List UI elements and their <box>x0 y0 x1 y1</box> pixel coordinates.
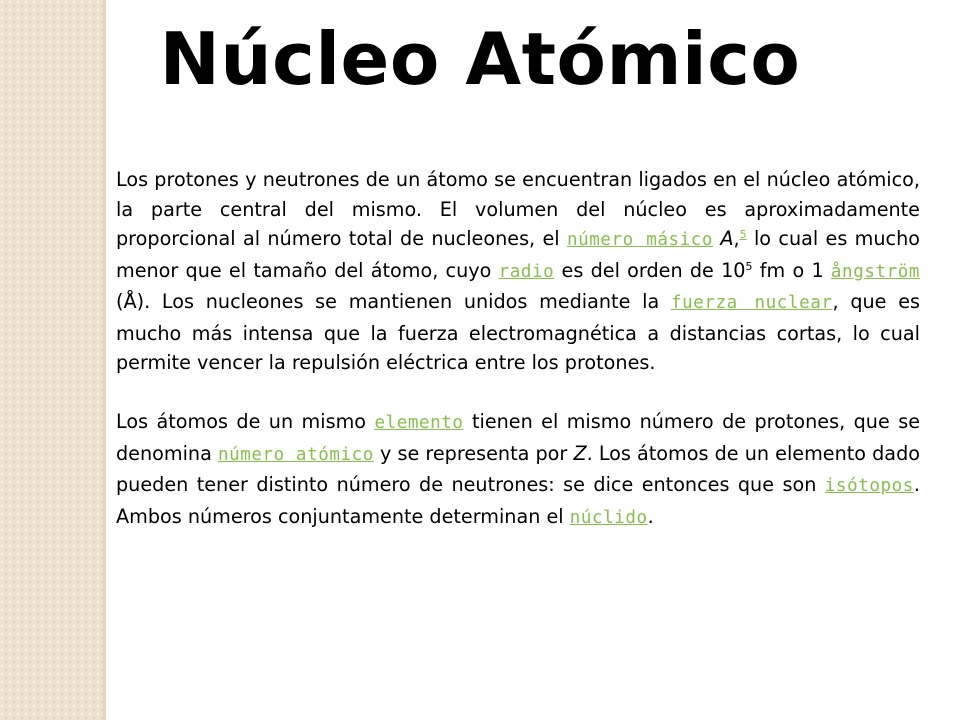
p2-text-3: y se representa por <box>373 441 574 465</box>
link-radio[interactable]: radio <box>498 261 555 282</box>
paragraph-1 <box>116 165 920 378</box>
p1-text-7: , que es mucho más intensa que la fuerza electromagnética a distancias cortas, lo cual permite vencer la repulsión eléctrica entre los protones. <box>116 290 921 374</box>
paragraph-2 <box>116 407 920 533</box>
sidebar-divider <box>103 0 106 720</box>
p1-text-5: fm o 1 <box>752 258 831 282</box>
link-elemento[interactable]: elemento <box>374 413 464 433</box>
link-fuerza-nuclear[interactable]: fuerza nuclear <box>670 293 833 313</box>
slide-body <box>116 165 920 563</box>
variable-a: A <box>720 227 734 250</box>
link-numero-atomico[interactable]: número atómico <box>217 444 374 465</box>
variable-z: Z <box>573 441 587 465</box>
decorative-sidebar <box>0 0 103 720</box>
p1-text-4: es del orden de 10 <box>554 258 746 282</box>
p2-text-4: . Los átomos de un elemento dado pueden tener distinto número de neutrones: se dice entonces que son <box>116 441 920 496</box>
slide-title: Núcleo Atómico <box>159 17 801 101</box>
p1-text-3: lo cual es mucho menor que el tamaño del átomo, cuyo <box>116 227 920 282</box>
p1-text-2: , <box>733 227 740 250</box>
link-nuclido[interactable]: núclido <box>569 507 648 528</box>
p1-text-6: (Å). Los nucleones se mantienen unidos mediante la <box>116 290 671 313</box>
p2-text-1: Los átomos de un mismo <box>116 410 375 433</box>
reference-superscript <box>740 228 747 241</box>
reference-link-5[interactable]: 5 <box>739 228 747 241</box>
p1-text-1: Los protones y neutrones de un átomo se encuentran ligados en el núcleo atómico, la parte central del mismo. El volumen del núcleo es aproximadamente proporcional al número total de nucleones, el <box>116 168 920 250</box>
link-numero-masico[interactable]: número másico <box>567 230 714 250</box>
p2-text-5: . Ambos números conjuntamente determinan el <box>116 473 920 528</box>
link-isotopos[interactable]: isótopos <box>824 476 914 496</box>
p2-text-2: tienen el mismo número de protones, que se denomina <box>116 410 920 465</box>
exponent-5: 5 <box>745 259 753 273</box>
link-angstrom[interactable]: ångström <box>830 261 921 282</box>
p2-text-6: . <box>647 504 654 528</box>
